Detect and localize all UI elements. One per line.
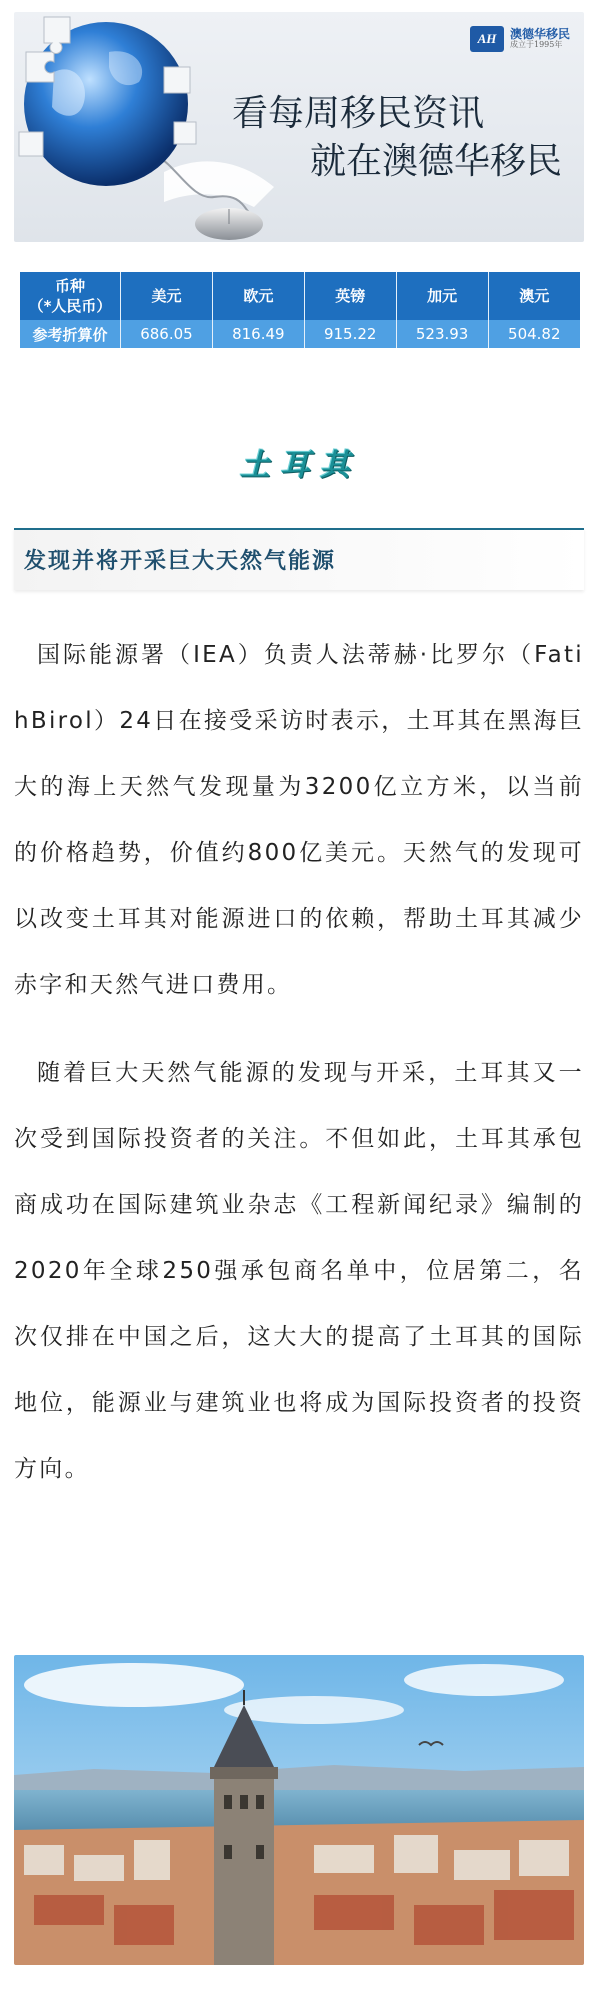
brand-logo	[470, 26, 570, 52]
paragraph-2: 随着巨大天然气能源的发现与开采，土耳其又一次受到国际投资者的关注。不但如此，土耳其承包商成功在国际建筑业杂志《工程新闻纪录》编制的2020年全球250强承包商名单中，位居第二，名次仅排在中国之后，这大大的提高了土耳其的国际地位，能源业与建筑业也将成为国际投资者的投资方向。	[14, 1060, 584, 1482]
rate-aud: 504.82	[488, 320, 580, 348]
rate-gbp: 915.22	[304, 320, 396, 348]
headline-bar	[14, 528, 584, 590]
header-banner	[14, 12, 584, 242]
brand-founded: 成立于1995年	[509, 40, 563, 50]
rate-cad: 523.93	[396, 320, 488, 348]
rate-value-row	[20, 320, 580, 348]
istanbul-galata-tower-photo	[14, 1655, 584, 1965]
rate-usd: 686.05	[121, 320, 213, 348]
headline-text: 发现并将开采巨大天然气能源	[24, 549, 337, 574]
paragraph-1: 国际能源署（IEA）负责人法蒂赫·比罗尔（FatihBirol）24日在接受采访时表示，土耳其在黑海巨大的海上天然气发现量为3200亿立方米，以当前的价格趋势，价值约800亿美元。天然气的发现可以改变土耳其对能源进口的依赖，帮助土耳其减少赤字和天然气进口费用。	[14, 642, 584, 998]
banner-slogan	[214, 90, 584, 186]
currency-usd: 美元	[121, 272, 213, 320]
currency-gbp: 英镑	[304, 272, 396, 320]
currency-column-label: 币种 （*人民币）	[20, 272, 121, 320]
rate-eur: 816.49	[212, 320, 304, 348]
currency-aud: 澳元	[488, 272, 580, 320]
brand-logo-mark: AH	[470, 26, 504, 52]
exchange-rate-table	[20, 272, 580, 348]
country-title: 土耳其	[240, 448, 360, 483]
slogan-line-1: 看每周移民资讯	[232, 93, 485, 134]
brand-name: 澳德华移民	[509, 27, 570, 41]
rate-header-row	[20, 272, 580, 320]
currency-eur: 欧元	[212, 272, 304, 320]
value-row-label: 参考折算价	[20, 320, 121, 348]
mouse-icon	[195, 208, 263, 240]
article-body	[14, 622, 584, 1524]
currency-cad: 加元	[396, 272, 488, 320]
slogan-line-2: 就在澳德华移民	[310, 141, 563, 182]
